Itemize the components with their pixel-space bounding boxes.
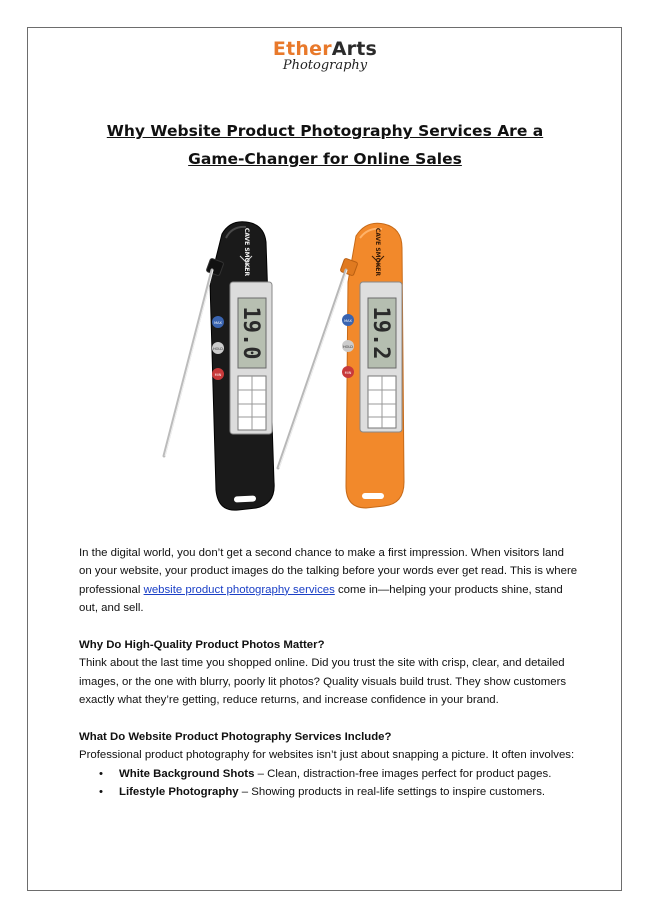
article-body (79, 544, 579, 802)
section2-heading: What Do Website Product Photography Services Include? (79, 731, 392, 744)
bullet-icon: • (99, 767, 103, 780)
logo-tagline: Photography (282, 58, 368, 73)
title-line-1: Why Website Product Photography Services Are a (106, 122, 544, 140)
black-button-2: HOLD (212, 347, 224, 351)
list-item (79, 765, 579, 783)
page-title (60, 117, 590, 173)
services-link[interactable]: website product photography services (143, 583, 335, 596)
orange-brand-label: CAVE SMOKER (374, 227, 381, 277)
orange-button-1: MAX (344, 319, 352, 323)
black-thermometer (164, 222, 274, 510)
list-item-term: Lifestyle Photography (119, 786, 239, 799)
logo-ether: Ether (272, 38, 332, 60)
logo-arts: Arts (331, 38, 378, 60)
section1-paragraph: Think about the last time you shopped online. Did you trust the site with crisp, clear, and detailed images, or the one with blurry, poorly lit photos? Quality visuals build trust. They show customers exactly what they’re getting, reduce returns, and increase confidence in your brand. (79, 657, 567, 707)
orange-button-3: MIN (344, 371, 352, 375)
black-button-1: MAX (214, 321, 222, 325)
orange-button-2: HOLD (342, 345, 354, 349)
section1-heading: Why Do High-Quality Product Photos Matter? (79, 639, 325, 652)
list-item-desc: – Clean, distraction-free images perfect for product pages. (254, 767, 552, 780)
section2-paragraph: Professional product photography for websites isn’t just about snapping a picture. It often involves: (79, 749, 575, 762)
list-item-term: White Background Shots (119, 767, 255, 780)
services-list (79, 765, 579, 802)
intro-text-before: In the digital world, you don’t get a second chance to make a first impression. When visitors land on your website, your product images do the talking before your words ever get read. This is where professional (79, 547, 578, 596)
logo-wordmark (0, 38, 650, 60)
orange-thermometer (278, 223, 404, 508)
black-button-3: MIN (214, 373, 222, 377)
list-item-desc: – Showing products in real-life settings to inspire customers. (238, 786, 546, 799)
list-item (79, 783, 579, 801)
title-line-2: Game-Changer for Online Sales (188, 150, 462, 168)
spacer (79, 618, 579, 636)
bullet-icon: • (99, 786, 103, 799)
intro-text-after: come in—helping your products shine, stand out, and sell. (79, 583, 563, 615)
brand-logo (0, 38, 650, 73)
spacer (79, 710, 579, 728)
black-brand-label: CAVE SMOKER (243, 227, 250, 277)
product-image-thermometers (152, 212, 488, 524)
intro-paragraph (79, 544, 579, 618)
orange-display-reading: 19.2 (368, 306, 393, 360)
black-display-reading: 19.0 (238, 306, 263, 360)
